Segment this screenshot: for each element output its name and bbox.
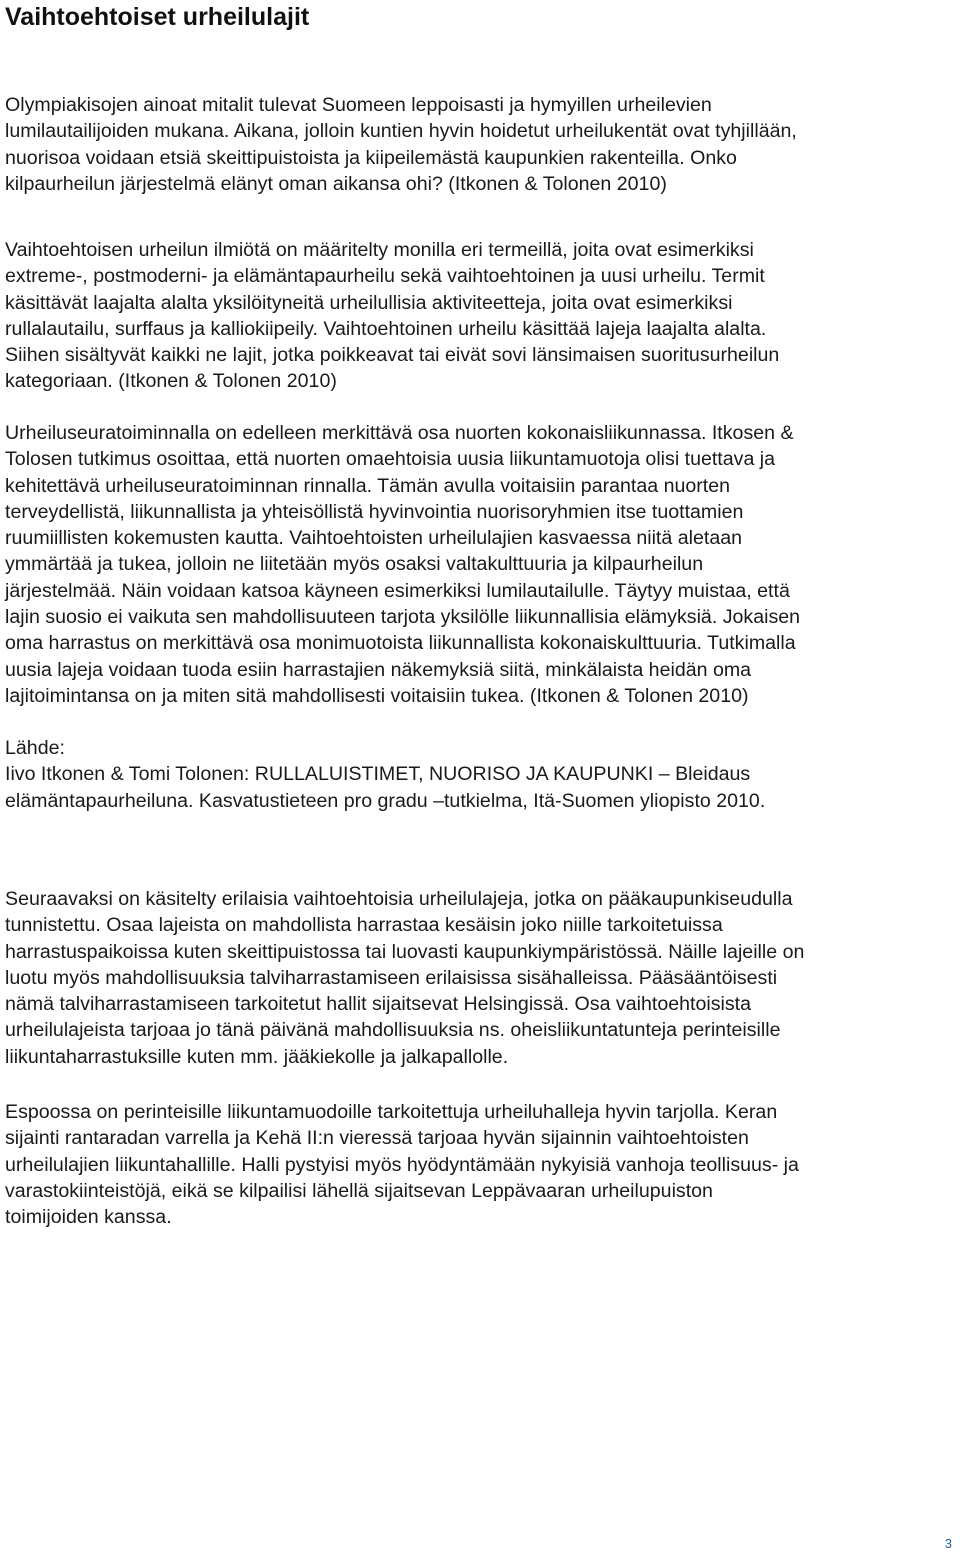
text-line: varastokiinteistöjä, eikä se kilpailisi lähellä sijaitsevan Leppävaaran urheilupuiston <box>5 1179 713 1202</box>
text-line: Olympiakisojen ainoat mitalit tulevat Suomeen leppoisasti ja hymyillen urheilevien <box>5 94 712 116</box>
text-line: Vaihtoehtoisen urheilun ilmiötä on määritelty monilla eri termeillä, joita ovat esimerkiksi <box>5 239 754 261</box>
text-line: Siihen sisältyvät kaikki ne lajit, jotka poikkeavat tai eivät sovi länsimaisen suoritusurheilun <box>5 344 780 367</box>
text-line: Tolosen tutkimus osoittaa, että nuorten omaehtoisia uusia liikuntamuotoja olisi tuettava ja <box>5 448 776 471</box>
text-line: urheilulajeista tarjoaa jo tänä päivänä mahdollisuuksia ns. oheisliikuntatunteja perinteisille <box>5 1019 781 1042</box>
text-line: ruumiillisten kokemusten kautta. Vaihtoehtoisten urheilulajien kasvaessa niitä aletaan <box>5 527 743 550</box>
text-line: kilpaurheilun järjestelmä elänyt oman aikansa ohi? (Itkonen & Tolonen 2010) <box>5 172 667 195</box>
page-number: 3 <box>944 1536 952 1551</box>
text-line: luotu myös mahdollisuuksia talviharrastamiseen erilaisissa sisähalleissa. Pääsääntöisesti <box>5 966 778 989</box>
paragraph-overview <box>5 886 950 1070</box>
text-line: sijainti rantaradan varrella ja Kehä II:n vieressä tarjoaa hyvän sijainnin vaihtoehtoisten <box>5 1127 749 1150</box>
paragraph-intro <box>5 92 950 197</box>
text-line: terveydellistä, liikunnallista ja yhteisöllistä hyvinvointia nuorisoryhmien itse tuottamien <box>5 500 744 523</box>
text-line: Seuraavaksi on käsitelty erilaisia vaihtoehtoisia urheilulajeja, jotka on pääkaupunkiseudulla <box>5 888 793 910</box>
text-line: extreme-, postmoderni- ja elämäntapaurheilu sekä vaihtoehtoinen ja uusi urheilu. Termit <box>5 265 765 288</box>
text-line: tunnistettu. Osaa lajeista on mahdollista harrastaa kesäisin joko niille tarkoitetuissa <box>5 914 723 937</box>
text-line: nämä talviharrastamiseen tarkoitetut hallit sijaitsevat Helsingissä. Osa vaihtoehtoisista <box>5 993 751 1016</box>
text-line: liikuntaharrastuksille kuten mm. jääkiekolle ja jalkapallolle. <box>5 1045 509 1068</box>
text-line: käsittävät laajalta alalta yksilöityneitä urheilullisia aktiviteetteja, joita ovat esimerkiksi <box>5 291 733 314</box>
text-line: nuorisoa voidaan etsiä skeittipuistoista ja kiipeilemästä kaupunkien rakenteilla. Onko <box>5 146 737 169</box>
text-line: Espoossa on perinteisille liikuntamuodoille tarkoitettuja urheiluhalleja hyvin tarjolla. Keran <box>5 1101 778 1123</box>
text-line: toimijoiden kanssa. <box>5 1206 172 1229</box>
paragraph-source <box>5 735 950 814</box>
text-line: harrastuspaikoissa kuten skeittipuistossa tai luovasti kaupunkiympäristössä. Näille lajeille on <box>5 940 805 963</box>
text-line: rullalautailu, surffaus ja kalliokiipeily. Vaihtoehtoinen urheilu käsittää lajeja laajalta alalta. <box>5 317 767 340</box>
text-line: järjestelmää. Näin voidaan katsoa käyneen esimerkiksi lumilautailulle. Täytyy muistaa, että <box>5 579 790 602</box>
page-title: Vaihtoehtoiset urheilulajit <box>5 3 310 31</box>
paragraph-definition <box>5 237 950 395</box>
text-line: kategoriaan. (Itkonen & Tolonen 2010) <box>5 370 337 393</box>
text-line: kehitettävä urheiluseuratoiminnan rinnalla. Tämän avulla voitaisiin parantaa nuorten <box>5 474 731 497</box>
text-line: oma harrastus on merkittävä osa monimuotoista liikunnallista kokonaiskulttuuria. Tutkimalla <box>5 632 796 655</box>
text-line: Lähde: <box>5 737 65 759</box>
text-line: lajin suosio ei vaikuta sen mahdollisuuteen tarjota yksilölle liikunnallisia elämyksiä. Jokaisen <box>5 606 801 629</box>
text-line: urheilulajien liikuntahallille. Halli pystyisi myös hyödyntämään nykyisiä vanhoja teollisuus- ja <box>5 1153 799 1176</box>
text-line: uusia lajeja voidaan tuoda esiin harrastajien näkemyksiä siitä, minkälaista heidän oma <box>5 658 752 681</box>
text-line: ymmärtää ja tukea, jolloin ne liitetään myös osaksi valtakulttuuria ja kilpaurheilun <box>5 553 704 576</box>
text-line: Iivo Itkonen & Tomi Tolonen: RULLALUISTIMET, NUORISO JA KAUPUNKI – Bleidaus <box>5 763 751 786</box>
paragraph-espoo <box>5 1099 950 1230</box>
text-line: elämäntapaurheiluna. Kasvatustieteen pro gradu –tutkielma, Itä-Suomen yliopisto 2010. <box>5 789 766 812</box>
paragraph-sports-clubs <box>5 420 950 709</box>
text-line: Urheiluseuratoiminnalla on edelleen merkittävä osa nuorten kokonaisliikunnassa. Itkosen & <box>5 422 794 444</box>
text-line: lumilautailijoiden mukana. Aikana, jolloin kuntien hyvin hoidetut urheilukentät ovat tyhjillään, <box>5 120 797 143</box>
text-line: lajitoimintansa on ja miten sitä mahdollisesti voitaisiin tukea. (Itkonen & Tolonen 2010) <box>5 684 749 707</box>
